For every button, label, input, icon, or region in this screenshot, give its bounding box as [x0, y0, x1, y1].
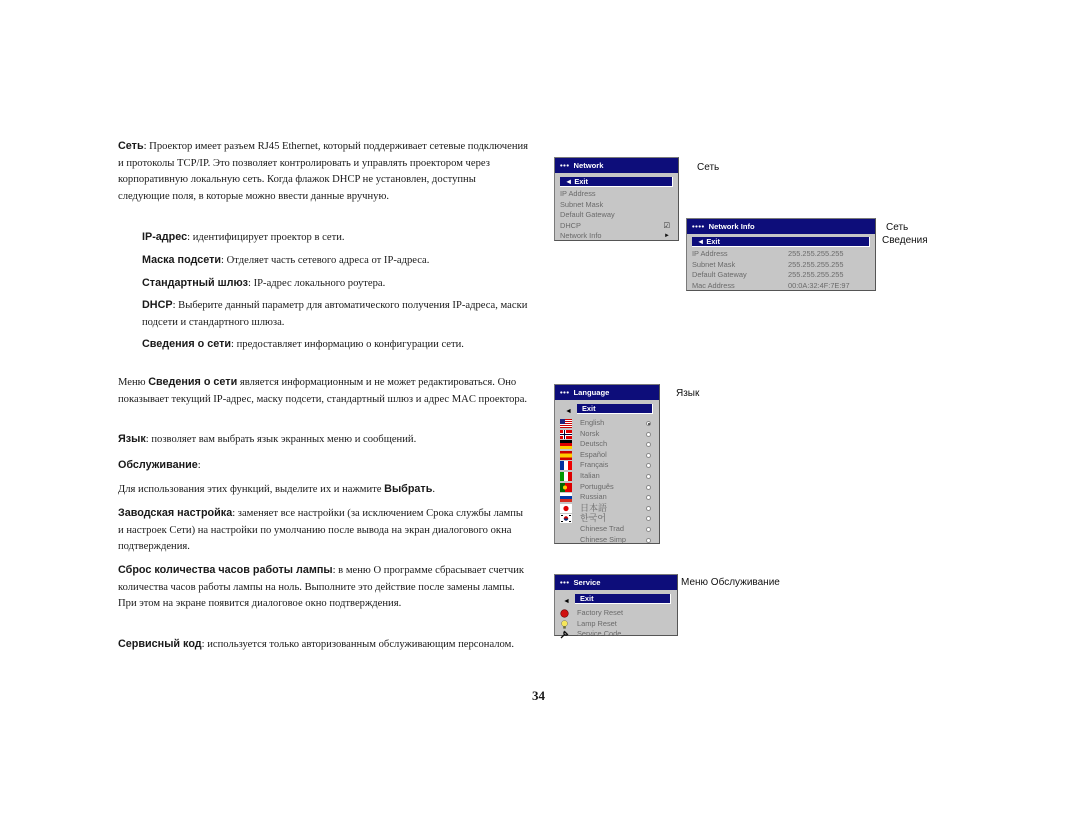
russia-flag-icon	[560, 493, 572, 502]
info-row-mac-address: Mac Address 00:0A:32:4F:7E:97	[692, 280, 850, 290]
radio-button[interactable]	[646, 495, 651, 500]
language-option-portugues[interactable]: Português	[555, 482, 659, 493]
language-option-english[interactable]: English	[555, 418, 659, 429]
portugal-flag-icon	[560, 483, 572, 492]
factory-reset-paragraph: Заводская настройка: заменяет все настройки (за исключением Срока службы лампы и настроек Сети) на настройки по умолчанию после вывода на экран диалогового окна подтверждения.	[118, 507, 524, 552]
radio-button[interactable]	[646, 463, 651, 468]
service-heading: Обслуживание:	[118, 459, 201, 471]
language-option-russian[interactable]: Russian	[555, 492, 659, 503]
spain-flag-icon	[560, 451, 572, 460]
network-menu-title: ••• Network	[555, 158, 678, 173]
language-menu	[554, 384, 660, 544]
factory-reset-icon	[560, 609, 569, 618]
language-menu-title: ••• Language	[555, 385, 659, 400]
network-intro: Сеть: Проектор имеет разъем RJ45 Ethernet, который поддерживает сетевые подключения и протоколы TCP/IP. Это позволяет контролировать и управлять проектором через корпоративную локальную сеть. Когда флажок DHCP не установлен, доступны следующие поля, в которые можно ввести данные вручную.	[118, 140, 529, 202]
france-flag-icon	[560, 461, 572, 470]
menu-item-network-info[interactable]: Network Info ►	[560, 231, 670, 241]
definition-subnet: Маска подсети: Отделяет часть сетевого адреса от IP-адреса.	[142, 254, 430, 266]
service-code-paragraph: Сервисный код: используется только авторизованным обслуживающим персоналом.	[118, 638, 514, 650]
back-arrow-icon: ◄	[563, 598, 570, 605]
italy-flag-icon	[560, 472, 572, 481]
netinfo-caption-line1: Сеть	[886, 222, 909, 233]
menu-item-dhcp[interactable]: DHCP ☑	[560, 220, 670, 230]
norway-flag-icon	[560, 430, 572, 439]
language-option-japanese[interactable]: 日本語	[555, 503, 659, 514]
radio-button[interactable]	[646, 442, 651, 447]
language-caption: Язык	[676, 388, 700, 399]
exit-button[interactable]: Exit	[575, 594, 671, 604]
radio-button[interactable]	[646, 474, 651, 479]
korea-flag-icon	[560, 514, 572, 523]
network-caption: Сеть	[697, 162, 720, 173]
network-menu	[554, 157, 679, 241]
menu-item-factory-reset[interactable]: Factory Reset	[555, 608, 677, 619]
definition-ip: IP-адрес: идентифицирует проектор в сети.	[142, 231, 345, 243]
language-paragraph: Язык: позволяет вам выбрать язык экранных меню и сообщений.	[118, 433, 417, 445]
lamp-reset-paragraph: Сброс количества часов работы лампы: в меню О программе сбрасывает счетчик количества часов работы лампы на ноль. Выполните это действие после замены лампы. При этом на экране появится диалоговое окно подтверждения.	[118, 564, 525, 609]
language-option-francais[interactable]: Français	[555, 460, 659, 471]
radio-button[interactable]	[646, 516, 651, 521]
radio-button[interactable]	[646, 538, 651, 543]
network-info-menu	[686, 218, 876, 291]
menu-item-service-code[interactable]: Service Code	[555, 629, 677, 640]
service-caption: Меню Обслуживание	[681, 577, 780, 588]
language-option-chinese-simp[interactable]: Chinese Simp	[555, 535, 659, 546]
menu-item-subnet-mask[interactable]: Subnet Mask	[560, 199, 604, 209]
language-option-korean[interactable]: 한국어	[555, 513, 659, 524]
language-option-espanol[interactable]: Español	[555, 450, 659, 461]
lamp-icon	[560, 620, 569, 629]
menu-item-ip-address[interactable]: IP Address	[560, 189, 596, 198]
radio-button-selected[interactable]	[646, 421, 651, 426]
info-row-subnet-mask: Subnet Mask 255.255.255.255	[692, 259, 844, 269]
back-arrow-icon: ◄	[565, 408, 572, 415]
netinfo-paragraph: Меню Сведения о сети является информационным и не может редактироваться. Оно показывает текущий IP-адрес, маску подсети, стандартный шлюз и адрес MAC проектора.	[118, 376, 528, 405]
info-row-ip-address: IP Address 255.255.255.255	[692, 249, 844, 258]
definition-netinfo: Сведения о сети: предоставляет информацию о конфигурации сети.	[142, 338, 464, 350]
radio-button[interactable]	[646, 506, 651, 511]
dhcp-checkbox[interactable]: ☑	[663, 220, 670, 230]
menu-item-default-gateway[interactable]: Default Gateway	[560, 210, 615, 220]
netinfo-caption-line2: Сведения	[882, 235, 928, 246]
us-flag-icon	[560, 419, 572, 428]
exit-button[interactable]: Exit	[577, 404, 653, 414]
exit-button[interactable]: ◄ Exit	[560, 177, 673, 187]
network-info-menu-title: •••• Network Info	[687, 219, 875, 234]
page-number: 34	[532, 688, 545, 703]
language-option-deutsch[interactable]: Deutsch	[555, 439, 659, 450]
radio-button[interactable]	[646, 485, 651, 490]
service-menu	[554, 574, 678, 639]
radio-button[interactable]	[646, 453, 651, 458]
japan-flag-icon	[560, 504, 572, 513]
language-option-italian[interactable]: Italian	[555, 471, 659, 482]
exit-button[interactable]: ◄ Exit	[692, 237, 870, 247]
radio-button[interactable]	[646, 432, 651, 437]
wrench-icon	[560, 630, 569, 639]
submenu-arrow-icon: ►	[664, 233, 670, 240]
info-row-default-gateway: Default Gateway 255.255.255.255	[692, 270, 844, 280]
definition-gateway: Стандартный шлюз: IP-адрес локального роутера.	[142, 277, 386, 289]
germany-flag-icon	[560, 440, 572, 449]
language-option-chinese-trad[interactable]: Chinese Trad	[555, 524, 659, 535]
language-option-norsk[interactable]: Norsk	[555, 429, 659, 440]
menu-item-lamp-reset[interactable]: Lamp Reset	[555, 619, 677, 630]
radio-button[interactable]	[646, 527, 651, 532]
service-menu-title: ••• Service	[555, 575, 677, 590]
definition-dhcp: DHCP: Выберите данный параметр для автоматического получения IP-адреса, маски подсети и стандартного шлюза.	[142, 299, 528, 328]
service-intro: Для использования этих функций, выделите их и нажмите Выбрать.	[118, 483, 436, 495]
